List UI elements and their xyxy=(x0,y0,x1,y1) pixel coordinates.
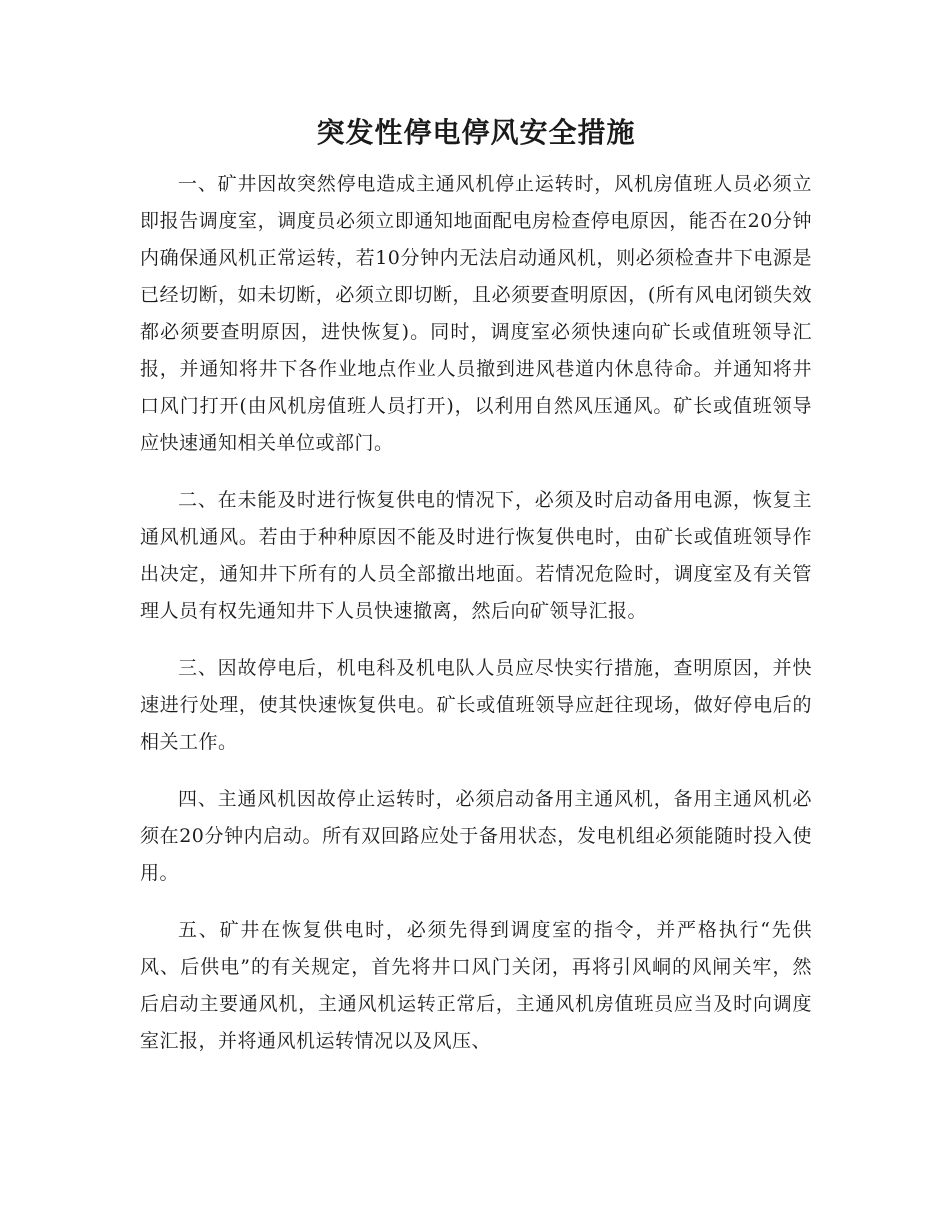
document-title: 突发性停电停风安全措施 xyxy=(316,116,636,149)
paragraph-3: 三、因故停电后，机电科及机电队人员应尽快实行措施，查明原因，并快速进行处理，使其快速恢复供电。矿长或值班领导应赶往现场，做好停电后的相关工作。 xyxy=(140,657,812,753)
paragraph-2: 二、在未能及时进行恢复供电的情况下，必须及时启动备用电源，恢复主通风机通风。若由于种种原因不能及时进行恢复供电时，由矿长或值班领导作出决定，通知井下所有的人员全部撤出地面。若情况危险时，调度室及有关管理人员有权先通知井下人员快速撤离，然后向矿领导汇报。 xyxy=(140,489,812,622)
paragraph-4: 四、主通风机因故停止运转时，必须启动备用主通风机，备用主通风机必须在20分钟内启动。所有双回路应处于备用状态，发电机组必须能随时投入使用。 xyxy=(140,788,812,884)
paragraph-5: 五、矿井在恢复供电时，必须先得到调度室的指令，并严格执行“先供风、后供电”的有关规定，首先将井口风门关闭，再将引风峒的风闸关牢，然后启动主要通风机，主通风机运转正常后，主通风机房值班员应当及时向调度室汇报，并将通风机运转情况以及风压、 xyxy=(140,919,812,1052)
paragraph-1: 一、矿井因故突然停电造成主通风机停止运转时，风机房值班人员必须立即报告调度室，调度员必须立即通知地面配电房检查停电原因，能否在20分钟内确保通风机正常运转，若10分钟内无法启动通风机，则必须检查井下电源是已经切断，如未切断，必须立即切断，且必须要查明原因，(所有风电闭锁失效都必须要查明原因，进快恢复)。同时，调度室必须快速向矿长或值班领导汇报，并通知将井下各作业地点作业人员撤到进风巷道内休息待命。并通知将井口风门打开(由风机房值班人员打开)，以利用自然风压通风。矿长或值班领导应快速通知相关单位或部门。 xyxy=(140,173,812,454)
document-page xyxy=(140,108,812,1080)
